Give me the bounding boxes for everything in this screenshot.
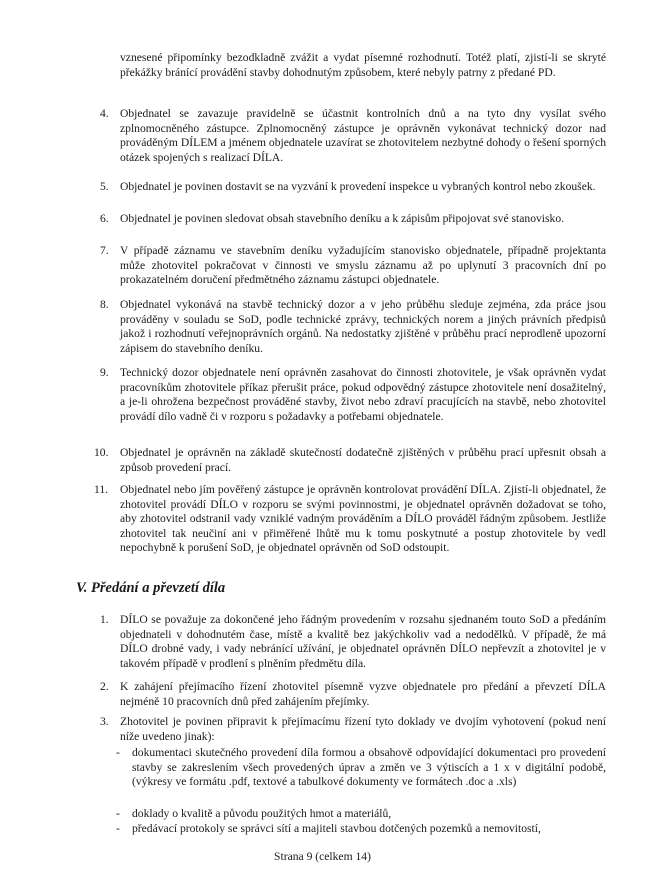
bullet-dash: - (116, 822, 120, 835)
list-item (100, 107, 606, 165)
item-text: V případě záznamu ve stavebním deníku vyžadujícím stanovisko objednatele, případně projektanta může zhotovitel pokračovat v činnosti ve smyslu záznamu až po uplynutí 3 pracovních dní po prokazatelném doručení předmětného záznamu zástupci objednatele. (120, 244, 606, 287)
list-item (100, 212, 606, 227)
item-text: K zahájení přejímacího řízení zhotovitel písemně vyzve objednatele pro předání a převzetí DÍLA nejméně 10 pracovních dnů před zahájením přejímky. (120, 680, 606, 708)
item-number: 7. (100, 244, 109, 257)
item-text: Objednatel je oprávněn na základě skutečností dodatečně zjištěných v průběhu prací upřesnit obsah a způsob provedení prací. (120, 446, 606, 474)
sub-item-text: dokumentaci skutečného provedení díla formou a obsahově odpovídající dokumentaci pro provedení stavby se zakreslením všech provedených úprav a změn ve 3 výtiscích a 1 x v digitální podobě, (výkresy ve formátu .pdf, textové a tabulkové dokumenty ve formátech .doc a .xls) (132, 746, 606, 789)
bullet-dash: - (116, 807, 120, 820)
sub-list-item (116, 807, 606, 822)
item-text: Objednatel je povinen sledovat obsah stavebního deníku a k zápisům připojovat své stanovisko. (120, 212, 565, 225)
item-number: 11. (94, 483, 109, 496)
list-item (100, 613, 606, 671)
sub-list-item (116, 746, 606, 790)
item-text: Technický dozor objednatele není oprávněn zasahovat do činnosti zhotovitele, je však oprávněn vydat pracovníkům zhotovitele příkaz přerušit práce, pokud odpovědný zástupce zhotovitele není dosažitelný, a je-li ohrožena bezpečnost prováděné stavby, život nebo zdraví pracujících na stavbě, nebo zhotovitel provádí dílo vadně či v rozporu s požadavky a potřebami objednatele. (120, 366, 606, 423)
intro-paragraph: vznesené připomínky bezodkladně zvážit a vydat písemné rozhodnutí. Totéž platí, zjistí-li se skryté překážky bránící provádění stavby dohodnutým způsobem, které nebyly patrny z předané PD. (120, 51, 606, 79)
item-number: 6. (100, 212, 109, 225)
item-number: 5. (100, 180, 109, 193)
item-number: 4. (100, 107, 109, 120)
item-number: 2. (100, 680, 109, 693)
sub-item-text: předávací protokoly se správci sítí a majiteli stavbou dotčených pozemků a nemovitostí, (132, 822, 541, 835)
item-number: 10. (94, 446, 109, 459)
list-item (100, 680, 606, 709)
item-number: 1. (100, 613, 109, 626)
section-heading: V. Předání a převzetí díla (76, 580, 226, 596)
item-text: Objednatel se zavazuje pravidelně se účastnit kontrolních dnů a na tyto dny vysílat svého zplnomocněného zástupce. Zplnomocněný zástupce je oprávněn vykonávat technický dozor nad prováděným DÍLEM a jménem objednatele uzavírat se zhotovitelem nezbytné dohody o řešení sporných otázek spojených s realizací DÍLA. (120, 107, 606, 164)
item-number: 9. (100, 366, 109, 379)
item-text: Objednatel vykonává na stavbě technický dozor a v jeho průběhu sleduje zejména, zda práce jsou prováděny v souladu se SoD, podle technické zprávy, technických norem a jiných právních předpisů jakož i rozhodnutí veřejnoprávních orgánů. Na nedostatky zjištěné v průběhu prací neprodleně upozorní zápisem do stavebního deníku. (120, 298, 606, 355)
list-item (100, 715, 606, 744)
item-number: 8. (100, 298, 109, 311)
page-number-footer: Strana 9 (celkem 14) (274, 850, 371, 863)
item-text: Objednatel nebo jím pověřený zástupce je oprávněn kontrolovat provádění DÍLA. Zjistí-li objednatel, že zhotovitel provádí DÍLO v rozporu se svými povinnostmi, je objednatel oprávněn dožadovat se toho, aby zhotovitel odstranil vady vzniklé vadným prováděním a DÍLO prováděl řádným způsobem. Jestliže zhotovitel tak neučiní ani v přiměřené lhůtě mu k tomu poskytnuté a postup zhotovitele by vedl nepochybně k porušení SoD, je objednatel oprávněn od SoD odstoupit. (120, 483, 606, 555)
list-item (100, 298, 606, 356)
list-item (100, 366, 606, 424)
item-text: Zhotovitel je povinen připravit k přejímacímu řízení tyto doklady ve dvojím vyhotovení (pokud není níže uvedeno jinak): (120, 715, 606, 743)
item-number: 3. (100, 715, 109, 728)
item-text: DÍLO se považuje za dokončené jeho řádným provedením v rozsahu sjednaném touto SoD a předáním objednateli v dohodnutém čase, místě a kvalitě bez jakýchkoliv vad a nedodělků. V případě, že má DÍLO drobné vady, i vady nebránící užívání, je objednatel oprávněn DÍLO nepřevzít a zhotovitel je v takovém případě v prodlení s plněním předmětu díla. (120, 613, 606, 670)
sub-list-item (116, 822, 606, 837)
list-item (94, 483, 606, 556)
sub-item-text: doklady o kvalitě a původu použitých hmot a materiálů, (132, 807, 392, 820)
list-item (94, 446, 606, 475)
bullet-dash: - (116, 746, 120, 759)
item-text: Objednatel je povinen dostavit se na vyzvání k provedení inspekce u vybraných kontrol nebo zkoušek. (120, 180, 596, 193)
list-item (100, 244, 606, 288)
list-item (100, 180, 606, 195)
